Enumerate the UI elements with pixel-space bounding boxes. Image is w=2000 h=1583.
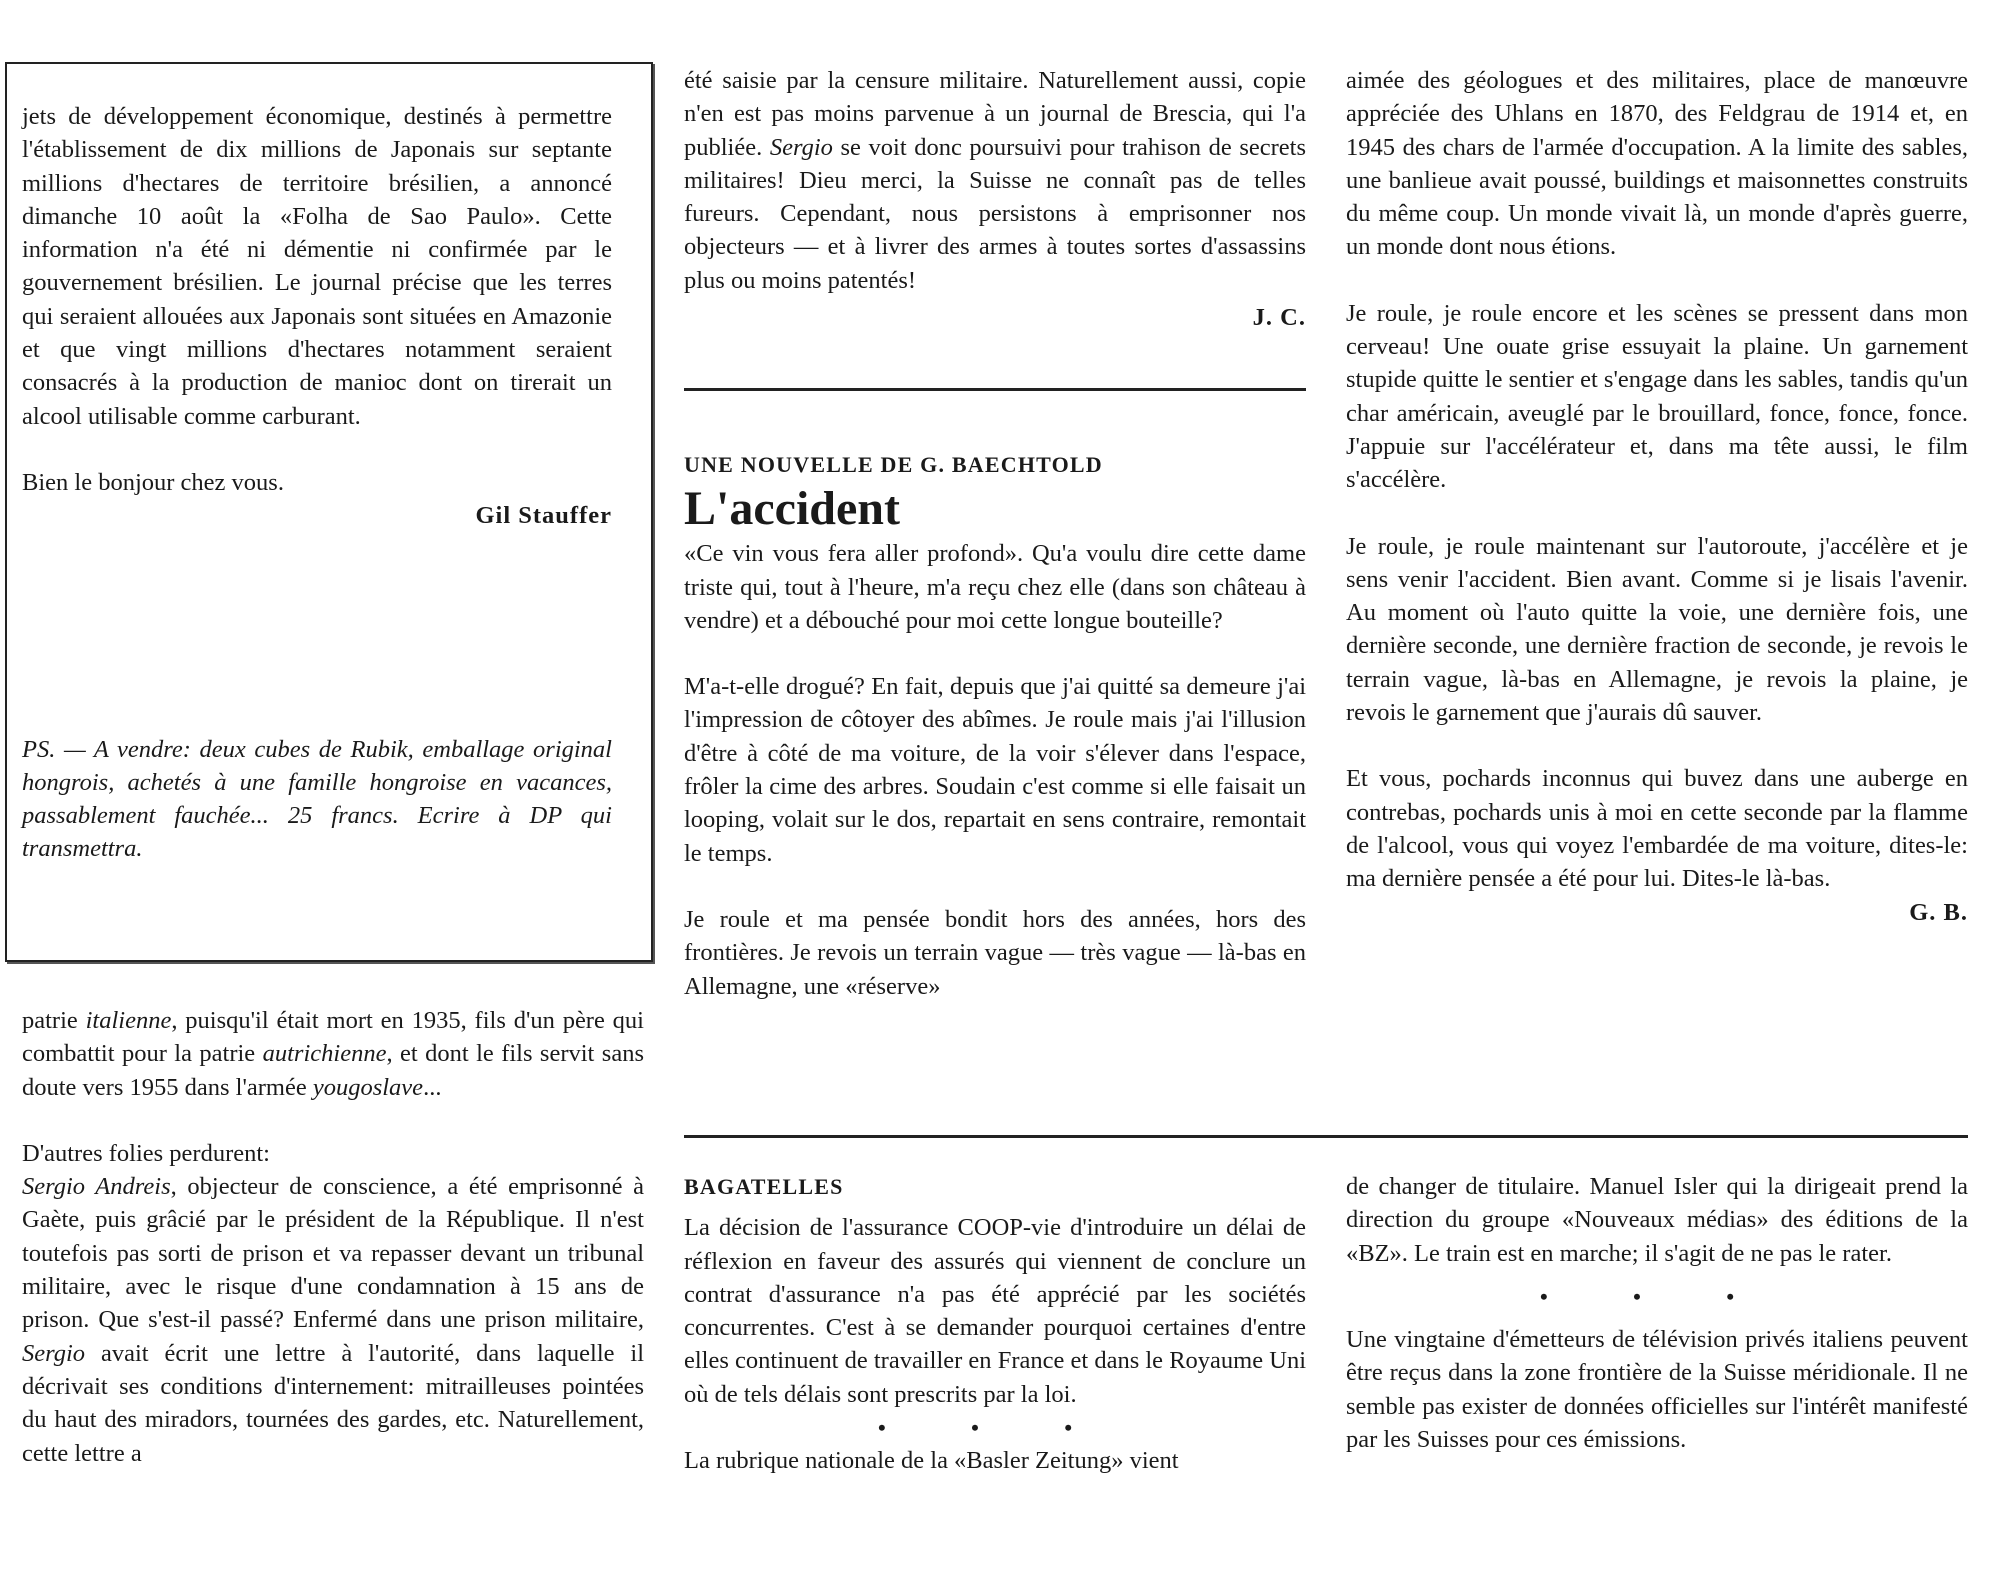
bagatelles-middle-column: [684, 1170, 1306, 1478]
bagatelles-paragraph: de changer de titulaire. Manuel Isler qui la dirigeait prend la direction du groupe «Nouveaux médias» des éditions de la «BZ». Le train est en marche; il s'agit de ne pas le rater.: [1346, 1173, 1968, 1267]
article-paragraph: «Ce vin vous fera aller profond». Qu'a voulu dire cette dame triste qui, tout à l'heure, m'a reçu chez elle (dans son château à vendre) et a débouché pour moi cette longue bouteille?: [684, 540, 1306, 634]
article-paragraph: Je roule, je roule maintenant sur l'autoroute, j'accélère et je sens venir l'accident. Bien avant. Comme si je lisais l'avenir. Au moment où l'auto quitte la voie, une dernière fois, une dernière seconde, une dernière fraction de seconde, je revois le terrain vague, là-bas en Allemagne, je revois la plaine, je revois le garnement que j'aurais dû sauver.: [1346, 532, 1968, 727]
bagatelles-paragraph: Une vingtaine d'émetteurs de télévision privés italiens peuvent être reçus dans la zone frontière de la Suisse méridionale. Il ne semble pas exister de données officielles sur l'intérêt manifesté par les Suisses pour ces émissions.: [1346, 1326, 1968, 1454]
box-paragraph: jets de développement économique, destinés à permettre l'établissement de dix millions de Japonais sur septante millions d'hectares de territoire brésilien, a annoncé dimanche 10 août la «Folha de Sao Paulo». Cette information n'a été ni démentie ni confirmée par le gouvernement brésilien. Le journal précise que les terres qui seraient allouées aux Japonais sont situées en Amazonie et que vingt millions d'hectares notamment seraient consacrés à la production de manioc dont on tirerait un alcool utilisable comme carburant.: [22, 103, 612, 430]
divider-rule: [684, 388, 1306, 391]
article-paragraph: M'a-t-elle drogué? En fait, depuis que j'ai quitté sa demeure j'ai l'impression de côtoyer des abîmes. Je roule mais j'ai l'illusion d'être à côté de ma voiture, de la voir s'élever dans l'espace, frôler la cime des arbres. Soudain c'est comme si elle faisait un looping, volait sur le dos, repartait en sens contraire, remontait le temps.: [684, 673, 1306, 867]
article-paragraph: Je roule, je roule encore et les scènes se pressent dans mon cerveau! Une ouate grise essuyait la plaine. Un garnement stupide quitte le sentier et s'engage dans les sables, tandis qu'un char américain, aveuglé par le brouillard, fonce, fonce, fonce. J'appuie sur l'accélérateur et, dans ma tête aussi, le film s'accélère.: [1346, 299, 1968, 494]
left-box-column: [22, 100, 612, 866]
signature-gb: G. B.: [1909, 898, 1968, 926]
article-middle-column: [684, 448, 1306, 1003]
article-paragraph: Et vous, pochards inconnus qui buvez dans une auberge en contrebas, pochards unis à moi en cette seconde par la flamme de l'alcool, vous qui voyez l'embardée de ma voiture, dites-le: ma dernière pensée a été pour lui. Dites-le là-bas.: [1346, 765, 1968, 893]
bagatelles-paragraph: La décision de l'assurance COOP-vie d'introduire un délai de réflexion en faveur des assurés qui viennent de conclure un contrat d'assurance n'a pas été apprécié par les sociétés concurrentes. C'est à se demander pourquoi certaines d'entre elles continuent de travailler en France et dans le Royaume Uni où de tels délais sont prescrits par la loi.: [684, 1214, 1306, 1408]
lower-paragraph-sergio: Sergio Andreis, objecteur de conscience, a été emprisonné à Gaète, puis grâcié par le président de la République. Il n'est toutefois pas sorti de prison et va repasser devant un tribunal militaire, avec le risque d'une condamnation à 15 ans de prison. Que s'est-il passé? Enfermé dans une prison militaire, Sergio avait écrit une lettre à l'autorité, dans laquelle il décrivait ses conditions d'internement: mitrailleuses pointées du haut des miradors, tournées des gardes, etc. Naturellement, cette lettre a: [22, 1173, 644, 1467]
bagatelles-heading: BAGATELLES: [684, 1174, 844, 1199]
ps-note: PS. — A vendre: deux cubes de Rubik, emballage original hongrois, achetés à une famille hongroise en vacances, passablement fauchée... 25 francs. Ecrire à DP qui transmettra.: [22, 735, 612, 863]
middle-top-column: [684, 64, 1306, 334]
article-paragraph: aimée des géologues et des militaires, place de manœuvre appréciée des Uhlans en 1870, des Feldgrau de 1914 et, en 1945 des chars de l'armée d'occupation. A la limite des sables, une banlieue avait poussé, buildings et maisonnettes construits du même coup. Un monde vivait là, un monde d'après guerre, un monde dont nous étions.: [1346, 67, 1968, 261]
section-separator: • • •: [1539, 1283, 1775, 1309]
bagatelles-right-column: [1346, 1170, 1968, 1456]
section-separator: • • •: [877, 1415, 1113, 1441]
article-right-column: [1346, 64, 1968, 929]
signature-jc: J. C.: [1252, 304, 1306, 332]
censure-paragraph: été saisie par la censure militaire. Naturellement aussi, copie n'en est pas moins parvenue à un journal de Brescia, qui l'a publiée. Sergio se voit donc poursuivi pour trahison de secrets militaires! Dieu merci, la Suisse ne connaît pas de telles fureurs. Cependant, nous persistons à emprisonner nos objecteurs — et à livrer des armes à toutes sortes d'assassins plus ou moins patentés!: [684, 67, 1306, 294]
lower-paragraph-patrie: patrie italienne, puisqu'il était mort en 1935, fils d'un père qui combattit pour la patrie autrichienne, et dont le fils servit sans doute vers 1955 dans l'armée yougoslave...: [22, 1007, 644, 1101]
lower-paragraph-folies: D'autres folies perdurent:: [22, 1139, 270, 1167]
left-lower-column: [22, 1004, 644, 1470]
signature-gil-stauffer: Gil Stauffer: [475, 502, 612, 530]
bagatelles-paragraph: La rubrique nationale de la «Basler Zeitung» vient: [684, 1447, 1179, 1475]
article-title: L'accident: [684, 482, 900, 536]
article-kicker: UNE NOUVELLE DE G. BAECHTOLD: [684, 452, 1103, 477]
article-paragraph: Je roule et ma pensée bondit hors des années, hors des frontières. Je revois un terrain vague — très vague — là-bas en Allemagne, une «réserve»: [684, 905, 1306, 1000]
box-paragraph: Bien le bonjour chez vous.: [22, 468, 284, 496]
divider-rule: [684, 1135, 1968, 1138]
